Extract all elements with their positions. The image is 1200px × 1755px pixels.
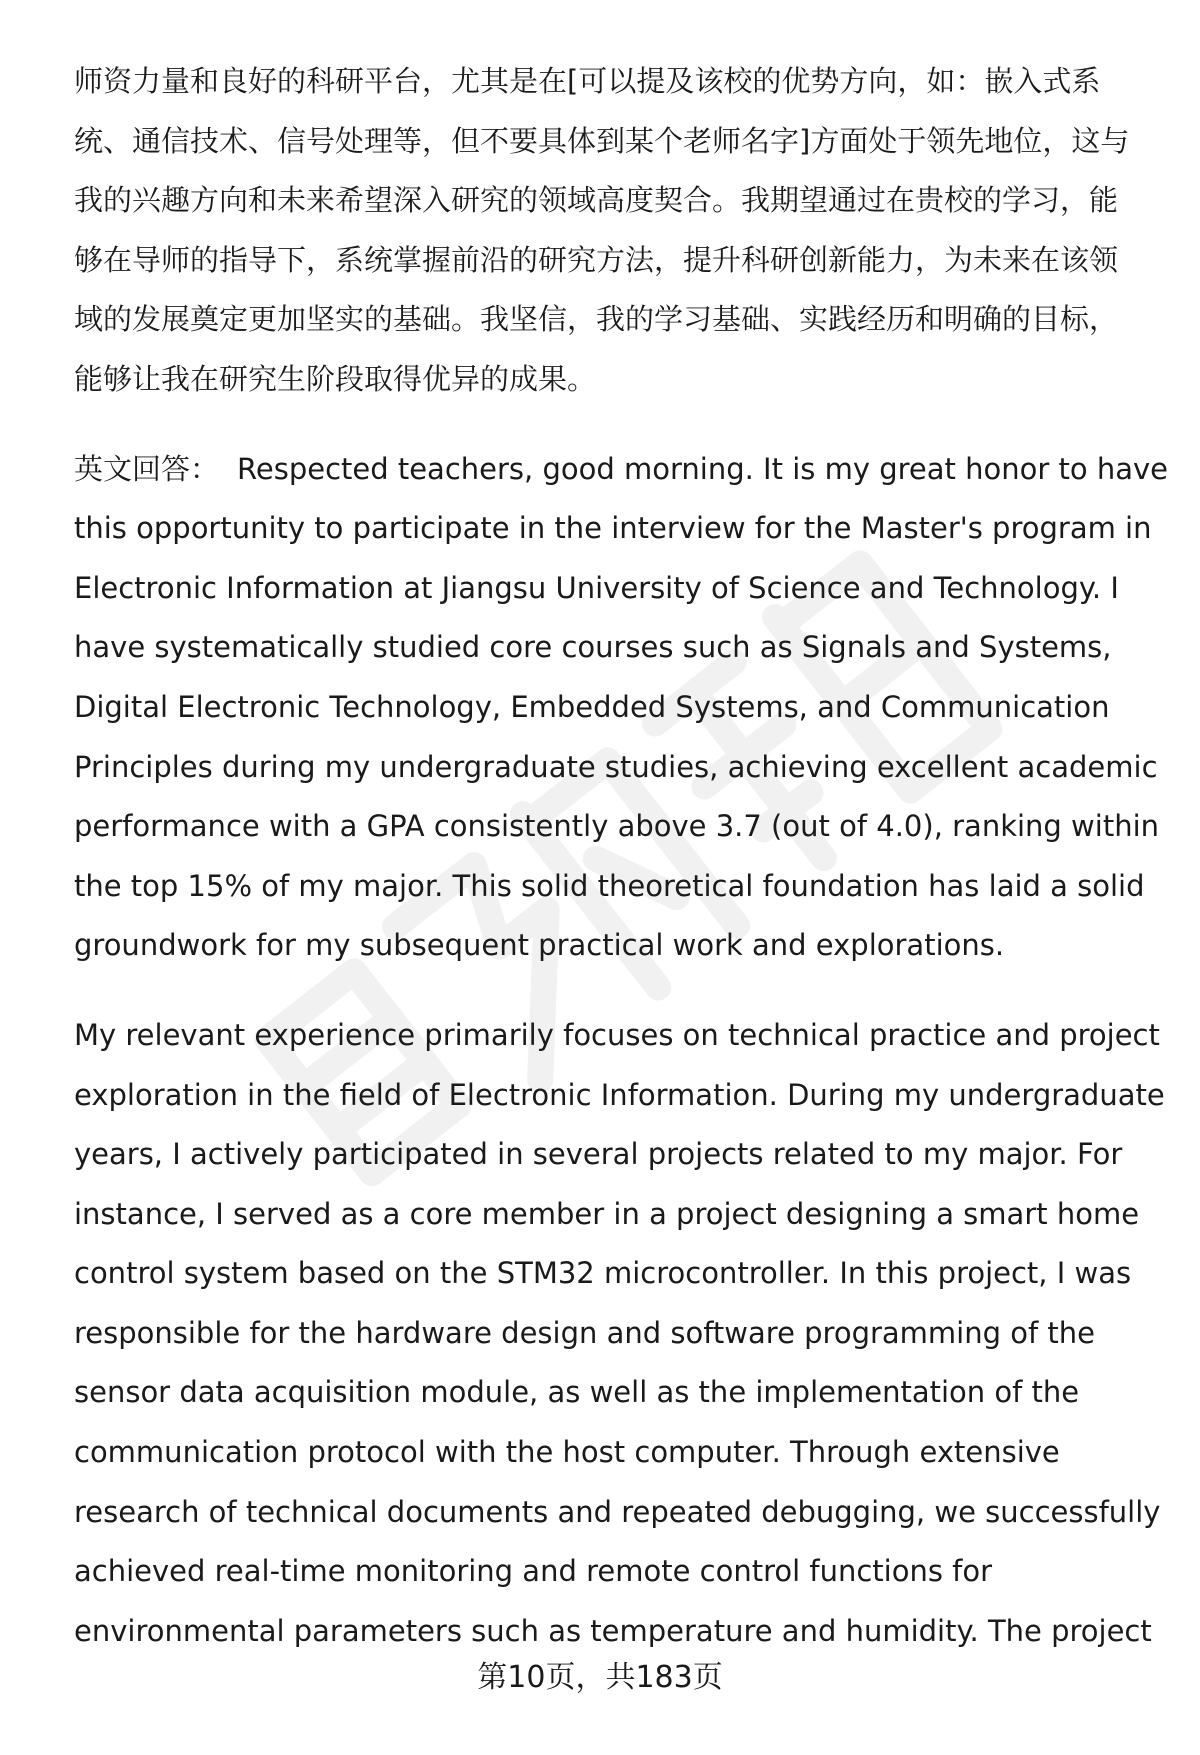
text-line: have systematically studied core courses such as Signals and Systems, <box>74 630 1112 665</box>
text-line: 域的发展奠定更加坚实的基础。我坚信，我的学习基础、实践经历和明确的目标， <box>74 302 1119 337</box>
text-line: sensor data acquisition module, as well as the implementation of the <box>74 1375 1080 1410</box>
english-answer-paragraph <box>74 440 1168 976</box>
text-line: research of technical documents and repeated debugging, we successfully <box>74 1494 1161 1529</box>
text-line: years, I actively participated in several projects related to my major. For <box>74 1137 1123 1172</box>
text-line: control system based on the STM32 microcontroller. In this project, I was <box>74 1256 1132 1291</box>
text-line: achieved real-time monitoring and remote control functions for <box>74 1554 993 1589</box>
chinese-paragraph <box>74 52 1154 410</box>
text-line: this opportunity to participate in the interview for the Master's program in <box>74 511 1152 546</box>
text-line: exploration in the field of Electronic Information. During my undergraduate <box>74 1077 1165 1112</box>
text-line: the top 15% of my major. This solid theoretical foundation has laid a solid <box>74 868 1145 903</box>
text-line: 够在导师的指导下，系统掌握前沿的研究方法，提升科研创新能力，为未来在该领 <box>74 242 1119 277</box>
text-line: My relevant experience primarily focuses on technical practice and project <box>74 1017 1160 1052</box>
text-line: responsible for the hardware design and software programming of the <box>74 1315 1095 1350</box>
text-line: 能够让我在研究生阶段取得优异的成果。 <box>74 361 597 396</box>
answer-first-line: Respected teachers, good morning. It is my great honor to have <box>237 451 1168 486</box>
text-line <box>74 440 1168 500</box>
experience-paragraph <box>74 1006 1165 1662</box>
text-line: communication protocol with the host computer. Through extensive <box>74 1435 1060 1470</box>
document-page <box>74 52 1168 1661</box>
page-number-footer: 第10页，共183页 <box>477 1660 723 1695</box>
text-line: Digital Electronic Technology, Embedded Systems, and Communication <box>74 689 1110 724</box>
text-line: groundwork for my subsequent practical work and explorations. <box>74 928 1005 963</box>
text-line: performance with a GPA consistently above 3.7 (out of 4.0), ranking within <box>74 809 1160 844</box>
text-line: Electronic Information at Jiangsu University of Science and Technology. I <box>74 570 1119 605</box>
answer-label: 英文回答： <box>74 451 220 486</box>
text-line: instance, I served as a core member in a project designing a smart home <box>74 1196 1140 1231</box>
text-line: 统、通信技术、信号处理等，但不要具体到某个老师名字]方面处于领先地位，这与 <box>74 123 1130 158</box>
text-line: environmental parameters such as temperature and humidity. The project <box>74 1613 1152 1648</box>
text-line: 师资力量和良好的科研平台，尤其是在[可以提及该校的优势方向，如：嵌入式系 <box>74 64 1101 98</box>
text-line: 我的兴趣方向和未来希望深入研究的领域高度契合。我期望通过在贵校的学习，能 <box>74 183 1119 218</box>
text-line: Principles during my undergraduate studies, achieving excellent academic <box>74 749 1158 784</box>
